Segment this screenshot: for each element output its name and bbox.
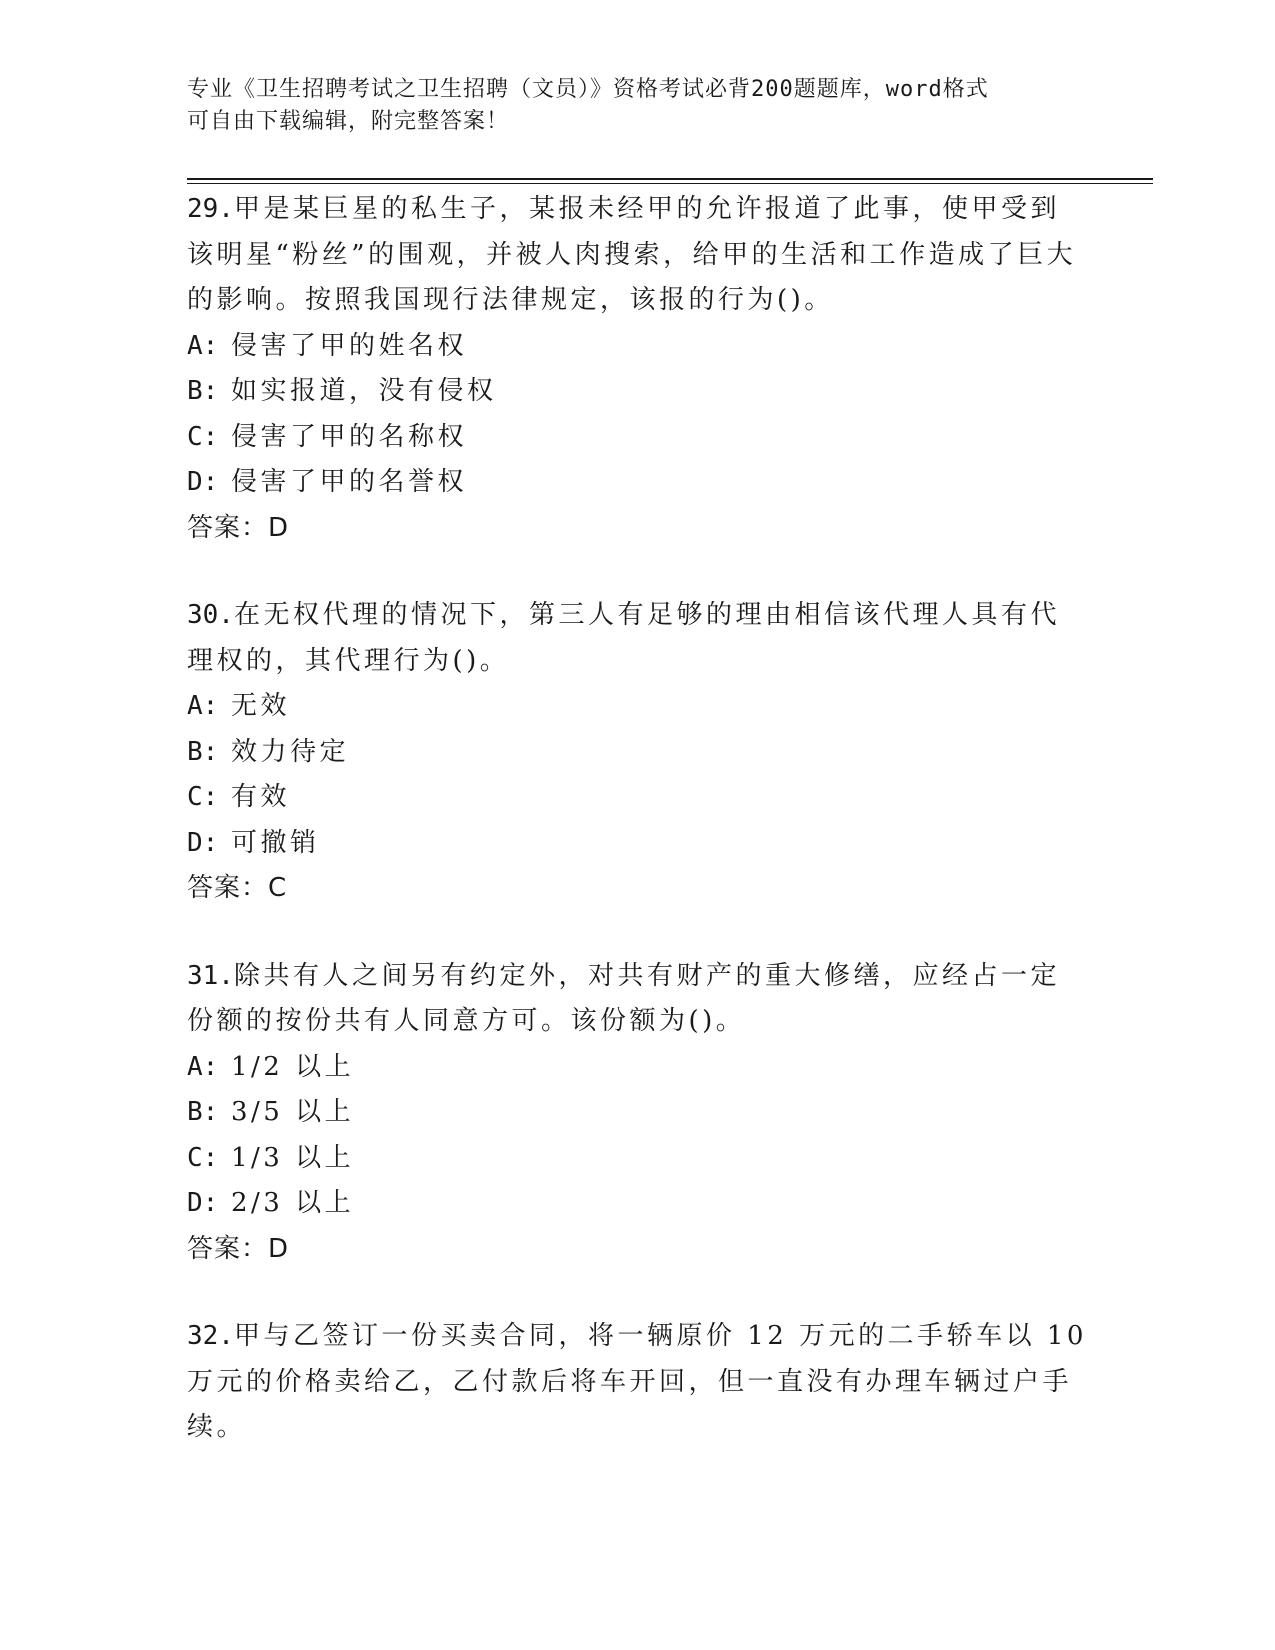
option-key: A: xyxy=(187,1051,219,1082)
option-key: D: xyxy=(187,1188,219,1218)
option-key: D: xyxy=(187,467,219,497)
answer-line: 答案：D xyxy=(187,1233,290,1264)
option-b xyxy=(187,1090,1087,1136)
option-c xyxy=(187,775,1087,821)
option-text: 无效 xyxy=(231,691,291,721)
option-key: B: xyxy=(187,376,219,406)
answer-line: 答案：D xyxy=(187,512,290,543)
option-c xyxy=(187,1136,1087,1182)
question-29 xyxy=(187,187,1087,551)
question-number: 32. xyxy=(187,1321,234,1351)
option-a xyxy=(187,324,1087,370)
option-a xyxy=(187,1045,1087,1091)
question-text: 甲与乙签订一份买卖合同，将一辆原价 12 万元的二手轿车以 10 万元的价格卖给乙，乙付款后将车开回，但一直没有办理车辆过户手续。 xyxy=(187,1321,1087,1442)
option-text: 如实报道，没有侵权 xyxy=(231,376,497,406)
option-key: B: xyxy=(187,736,219,767)
option-key: C: xyxy=(187,421,219,452)
option-c xyxy=(187,415,1087,461)
option-text: 2/3 以上 xyxy=(231,1188,355,1218)
question-stem xyxy=(187,187,1087,324)
option-d xyxy=(187,1181,1087,1227)
question-31 xyxy=(187,954,1087,1273)
answer-line: 答案：C xyxy=(187,873,288,903)
option-text: 侵害了甲的姓名权 xyxy=(231,330,468,361)
option-key: C: xyxy=(187,782,219,812)
option-d xyxy=(187,460,1087,506)
question-number: 31. xyxy=(187,960,234,991)
document-header xyxy=(187,74,1087,138)
option-key: C: xyxy=(187,1142,219,1173)
option-text: 侵害了甲的名誉权 xyxy=(231,467,468,497)
question-text: 甲是某巨星的私生子，某报未经甲的允许报道了此事，使甲受到该明星“粉丝”的围观，并被人肉搜索，给甲的生活和工作造成了巨大的影响。按照我国现行法律规定，该报的行为()。 xyxy=(187,194,1077,315)
question-32 xyxy=(187,1314,1087,1451)
header-line-1: 专业《卫生招聘考试之卫生招聘（文员）》资格考试必背200题题库，word格式 xyxy=(187,77,989,102)
option-text: 效力待定 xyxy=(231,736,350,767)
option-key: A: xyxy=(187,330,219,361)
question-text: 除共有人之间另有约定外，对共有财产的重大修缮，应经占一定份额的按份共有人同意方可。该份额为()。 xyxy=(187,960,1060,1036)
question-number: 29. xyxy=(187,194,234,224)
question-stem xyxy=(187,954,1087,1045)
option-text: 侵害了甲的名称权 xyxy=(231,421,468,452)
question-list xyxy=(187,187,1087,1451)
header-divider-thick xyxy=(187,178,1153,180)
option-d xyxy=(187,821,1087,867)
option-key: B: xyxy=(187,1097,219,1127)
option-key: A: xyxy=(187,691,219,721)
option-b xyxy=(187,369,1087,415)
option-text: 1/2 以上 xyxy=(231,1051,355,1082)
question-text: 在无权代理的情况下，第三人有足够的理由相信该代理人具有代理权的，其代理行为()。 xyxy=(187,600,1060,676)
header-divider-thin xyxy=(187,183,1153,184)
option-text: 3/5 以上 xyxy=(231,1097,355,1127)
question-number: 30. xyxy=(187,600,234,630)
option-text: 可撤销 xyxy=(231,827,320,858)
header-line-2: 可自由下载编辑，附完整答案！ xyxy=(187,109,510,134)
option-b xyxy=(187,730,1087,776)
option-key: D: xyxy=(187,827,219,858)
question-stem xyxy=(187,1314,1087,1451)
question-30 xyxy=(187,593,1087,912)
question-stem xyxy=(187,593,1087,684)
option-a xyxy=(187,684,1087,730)
option-text: 有效 xyxy=(231,782,291,812)
option-text: 1/3 以上 xyxy=(231,1142,355,1173)
